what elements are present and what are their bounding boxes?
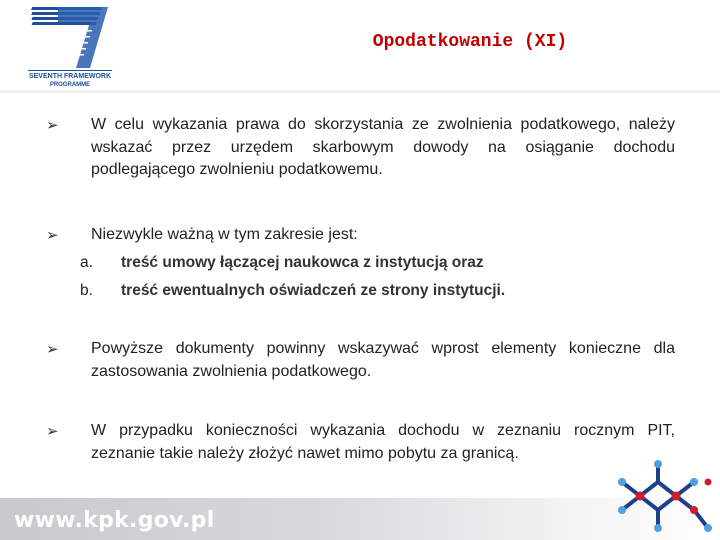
fp7-logo: [28, 2, 112, 90]
bullet-1-text: W celu wykazania prawa do skorzystania ze zwolnienia podatkowego, należy wskazać przez urzędem skarbowym dowody na osiąganie dochodu podlegającego zwolnieniu podatkowemu.: [91, 116, 675, 178]
slide-title: Opodatkowanie (XI): [372, 32, 568, 52]
arrow-bullet-icon: ➢: [46, 341, 59, 358]
subitem-b-text: treść ewentualnych oświadczeń ze strony instytucji.: [121, 282, 506, 299]
bullet-2-text: Niezwykle ważną w tym zakresie jest:: [91, 226, 358, 243]
subitem-a-letter: a.: [80, 254, 93, 271]
bullet-3-text: Powyższe dokumenty powinny wskazywać wprost elementy konieczne dla zastosowania zwolnienia podatkowego.: [91, 340, 675, 380]
logo-line2: PROGRAMME: [49, 82, 91, 88]
arrow-bullet-icon: ➢: [46, 227, 59, 244]
arrow-bullet-icon: ➢: [46, 117, 59, 134]
network-graphic-icon: [600, 452, 718, 540]
header-divider: [0, 90, 720, 93]
logo-line1: SEVENTH FRAMEWORK: [28, 73, 112, 80]
footer-url[interactable]: www.kpk.gov.pl: [14, 508, 215, 533]
subitem-b-letter: b.: [80, 282, 93, 299]
bullet-4-text: W przypadku konieczności wykazania dochodu w zeznaniu rocznym PIT, zeznanie takie należy złożyć nawet mimo pobytu za granicą.: [91, 422, 675, 462]
arrow-bullet-icon: ➢: [46, 423, 59, 440]
subitem-a-text: treść umowy łączącej naukowca z instytucją oraz: [121, 254, 484, 271]
